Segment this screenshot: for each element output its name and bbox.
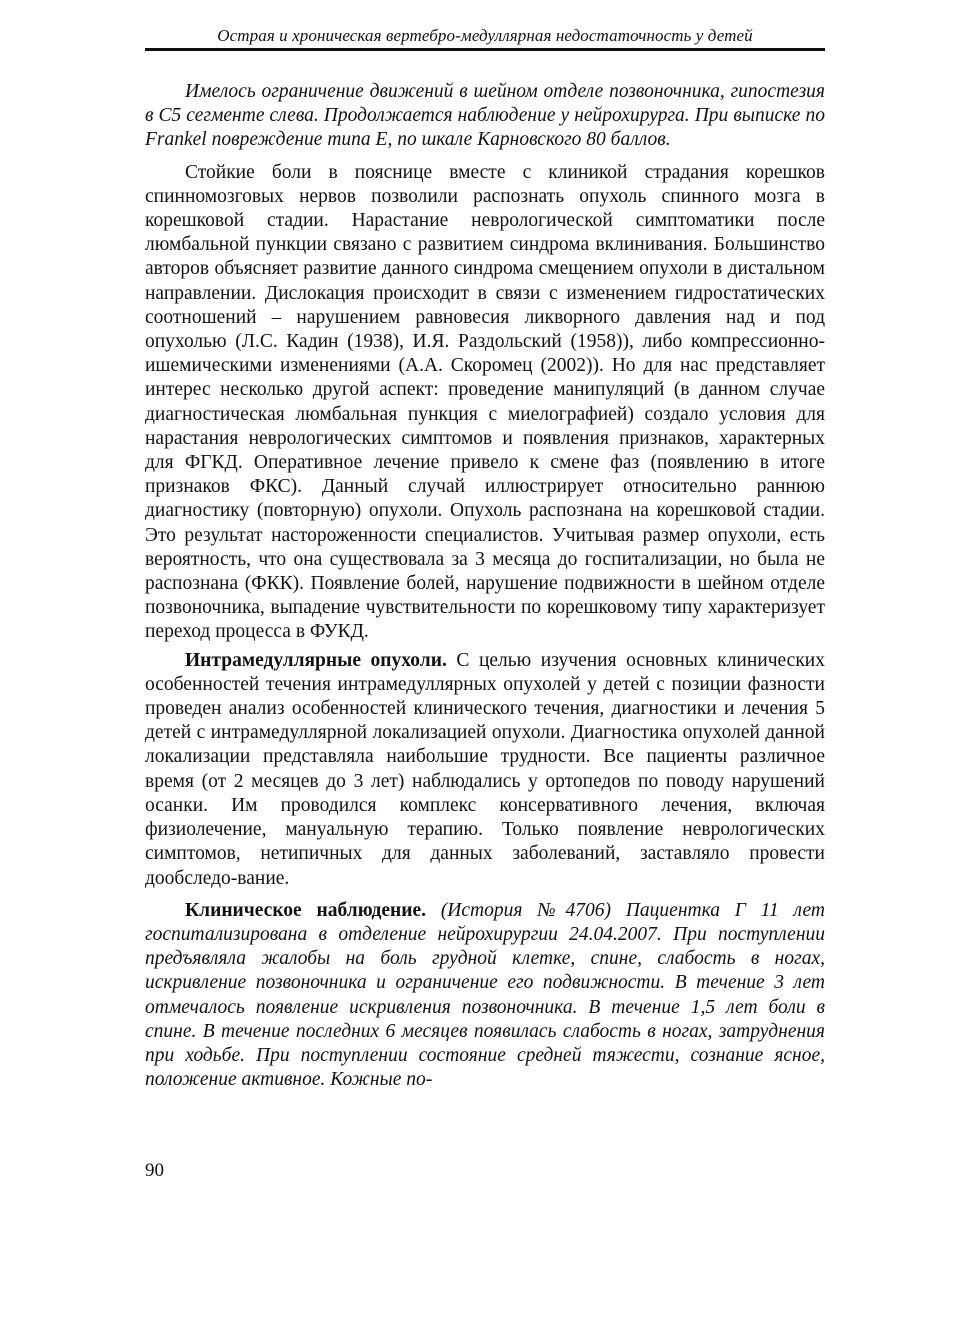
paragraph-discussion: Стойкие боли в пояснице вместе с клиникой страдания корешков спинномозговых нервов позволили распознать опухоль спинного мозга в корешковой стадии. Нарастание неврологической симптоматики после люмбальной пункции связано с развитием синдрома вклинивания. Большинство авторов объясняет развитие данного синдрома смещением опухоли в дистальном направлении. Дислокация происходит в связи с изменением гидростатических соотношений – нарушением равновесия ликворного давления над и под опухолью (Л.С. Кадин (1938), И.Я. Раздольский (1958)), либо компрессионно-ишемическими изменениями (А.А. Скоромец (2002)). Но для нас представляет интерес несколько другой аспект: проведение манипуляций (в данном случае диагностическая люмбальная пункция с миелографией) создало условия для нарастания неврологических симптомов и появления признаков, характерных для ФГКД. Оперативное лечение привело к смене фаз (появлению в итоге признаков ФКС). Данный случай иллюстрирует относительно раннюю диагностику (повторную) опухоли. Опухоль распознана на корешковой стадии. Это результат настороженности специалистов. Учитывая размер опухоли, есть вероятность, что она существовала за 3 месяца до госпитализации, но была не распознана (ФКК). Появление болей, нарушение подвижности в шейном отделе позвоночника, выпадение чувствительности по корешковому типу характеризует переход процесса в ФУКД.	[145, 161, 825, 643]
paragraph-intramedullary	[145, 649, 825, 891]
header-rule	[145, 48, 825, 51]
paragraph-clinical-case	[145, 899, 825, 1093]
body-text	[145, 80, 825, 1092]
page-number: 90	[145, 1160, 164, 1181]
section-heading-intramedullary: Интрамедуллярные опухоли.	[185, 649, 447, 671]
section-heading-clinical-case: Клиническое наблюдение.	[185, 899, 427, 921]
paragraph-intro: Имелось ограничение движений в шейном отделе позвоночника, гипостезия в С5 сегменте слева. Продолжается наблюдение у нейрохирурга. При выписке по Frankel повреждение типа Е, по шкале Карновского 80 баллов.	[145, 81, 825, 151]
paragraph-clinical-case-text: (История №4706) Пациентка Г 11 лет госпитализирована в отделение нейрохирургии 24.04.2007. При поступлении предъявляла жалобы на боль грудной клетке, спине, слабость в ногах, искривление позвоночника и ограничение его подвижности. В течение 3 лет отмечалось появление искривления позвоночника. В течение 1,5 лет боли в спине. В течение последних 6 месяцев появилась слабость в ногах, затруднения при ходьбе. При поступлении состояние средней тяжести, сознание ясное, положение активное. Кожные по-	[145, 899, 825, 1091]
paragraph-intramedullary-text: С целью изучения основных клинических особенностей течения интрамедуллярных опухолей у детей с позиции фазности проведен анализ особенностей клинического течения, диагностики и лечения 5 детей с интрамедуллярной локализацией опухоли. Диагностика опухолей данной локализации представляла наибольшие трудности. Все пациенты различное время (от 2 месяцев до 3 лет) наблюдались у ортопедов по поводу нарушений осанки. Им проводился комплекс консервативного лечения, включая физиолечение, мануальную терапию. Только появление неврологических симптомов, нетипичных для данных заболеваний, заставляло провести дообследо-вание.	[145, 649, 825, 889]
running-header: Острая и хроническая вертебро-медуллярная недостаточность у детей	[217, 26, 753, 45]
